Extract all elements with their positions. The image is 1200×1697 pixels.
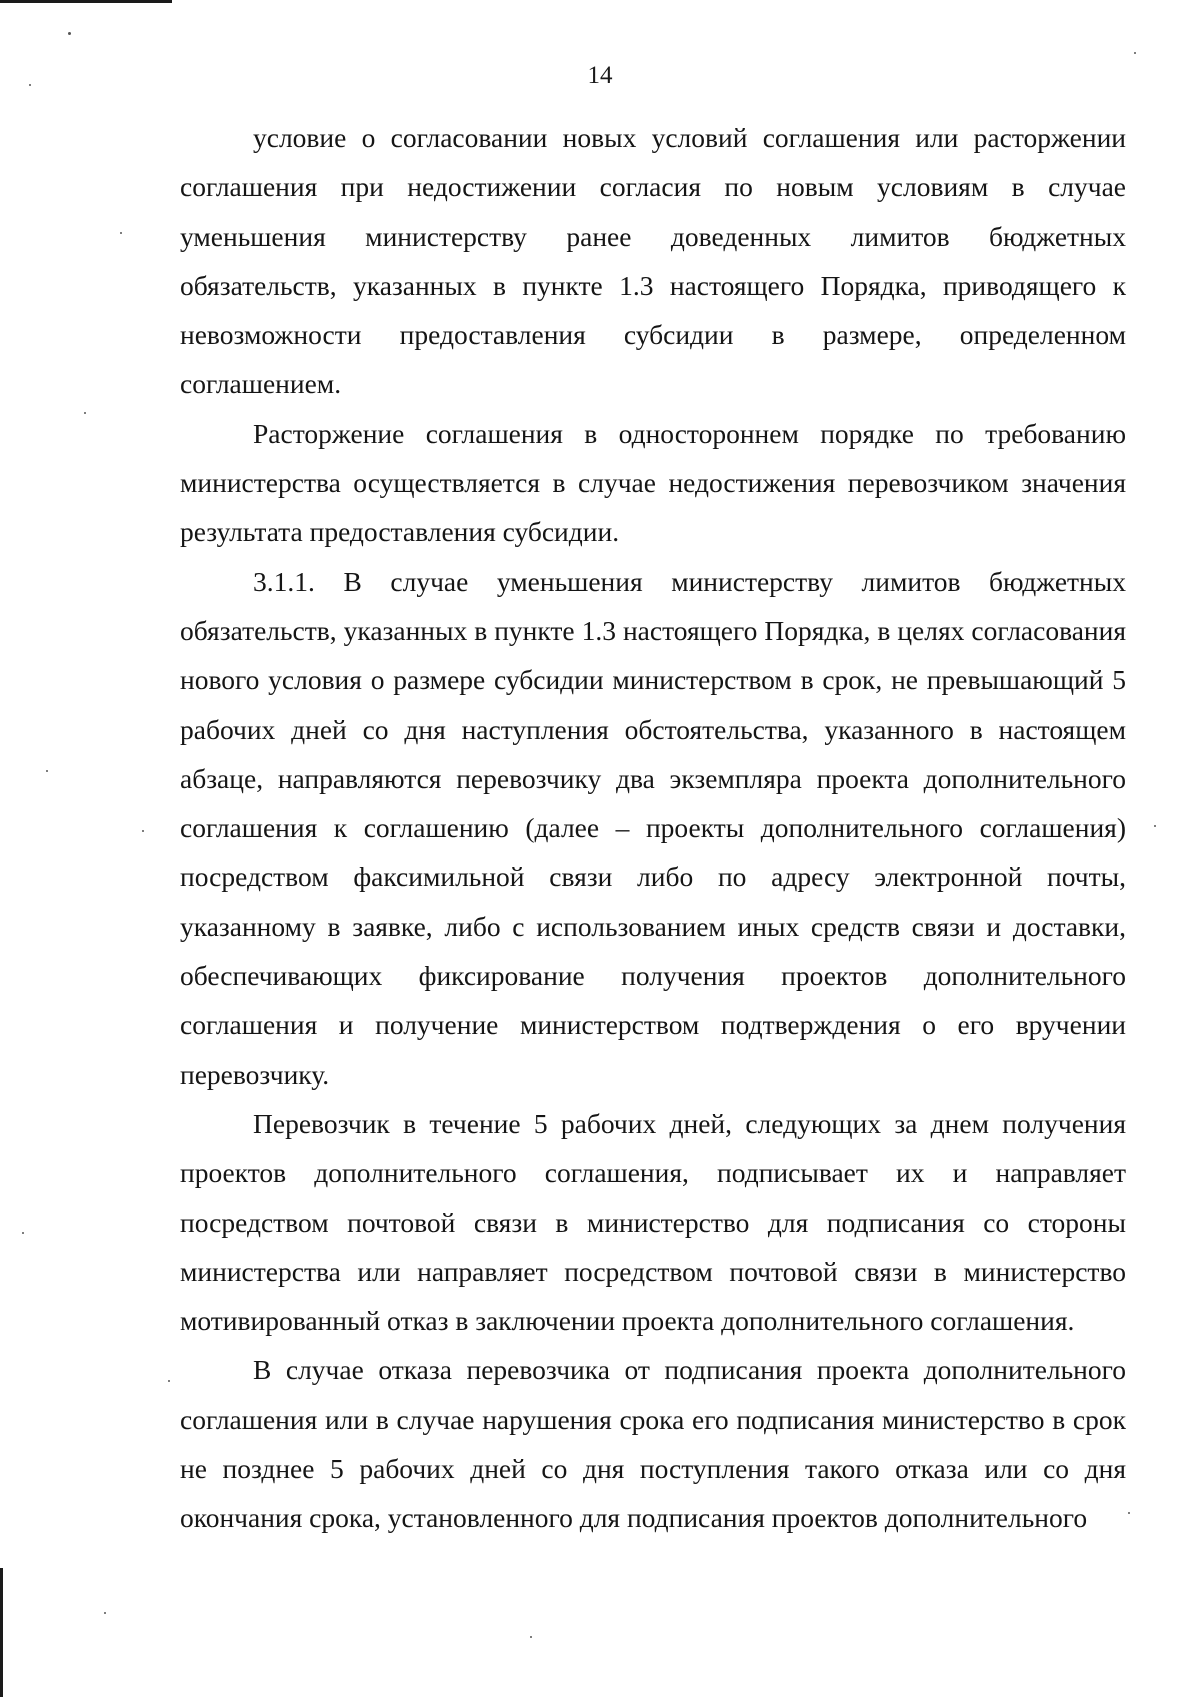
- paragraph-3-1-1: 3.1.1. В случае уменьшения министерству лимитов бюджетных обязательств, указанных в пункте 1.3 настоящего Порядка, в целях согласования нового условия о размере субсидии министерством в срок, не превышающий 5 рабочих дней со дня наступления обстоятельства, указанного в настоящем абзаце, направляются перевозчику два экземпляра проекта дополнительного соглашения к соглашению (далее – проекты дополнительного соглашения) посредством факсимильной связи либо по адресу электронной почты, указанному в заявке, либо с использованием иных средств связи и доставки, обеспечивающих фиксирование получения проектов дополнительного соглашения и получение министерством подтверждения о его вручении перевозчику.: [180, 565, 1126, 1090]
- paragraph-carrier-signing: Перевозчик в течение 5 рабочих дней, следующих за днем получения проектов дополнительного соглашения, подписывает их и направляет посредством почтовой связи в министерство для подписания со стороны министерства или направляет посредством почтовой связи в министерство мотивированный отказ в заключении проекта дополнительного соглашения.: [180, 1107, 1126, 1337]
- scan-speck: [46, 770, 48, 772]
- scan-speck: [120, 232, 122, 234]
- scan-speck: [1128, 1512, 1130, 1514]
- scan-speck: [530, 1636, 532, 1638]
- scan-speck: [84, 412, 86, 414]
- scan-speck: [142, 830, 144, 832]
- page-number: 14: [587, 62, 613, 89]
- scan-speck: [1134, 52, 1136, 54]
- scan-speck: [168, 1380, 170, 1382]
- paragraph-refusal: В случае отказа перевозчика от подписания проекта дополнительного соглашения или в случае нарушения срока его подписания министерство в срок не позднее 5 рабочих дней со дня поступления такого отказа или со дня окончания срока, установленного для подписания проектов дополнительного: [180, 1354, 1126, 1534]
- scan-speck: [104, 1612, 106, 1614]
- scan-speck: [1154, 825, 1156, 827]
- scan-edge-top: [0, 0, 172, 3]
- paragraph-unilateral-termination: Расторжение соглашения в одностороннем порядке по требованию министерства осуществляется в случае недостижения перевозчиком значения результата предоставления субсидии.: [180, 417, 1126, 548]
- document-body: [180, 113, 1126, 1543]
- scan-speck: [22, 1232, 24, 1234]
- scan-edge-left: [0, 1568, 3, 1697]
- paragraph-agreement-condition: условие о согласовании новых условий соглашения или расторжении соглашения при недостижении согласия по новым условиям в случае уменьшения министерству ранее доведенных лимитов бюджетных обязательств, указанных в пункте 1.3 настоящего Порядка, приводящего к невозможности предоставления субсидии в размере, определенном соглашением.: [180, 122, 1126, 400]
- scan-speck: [68, 32, 71, 35]
